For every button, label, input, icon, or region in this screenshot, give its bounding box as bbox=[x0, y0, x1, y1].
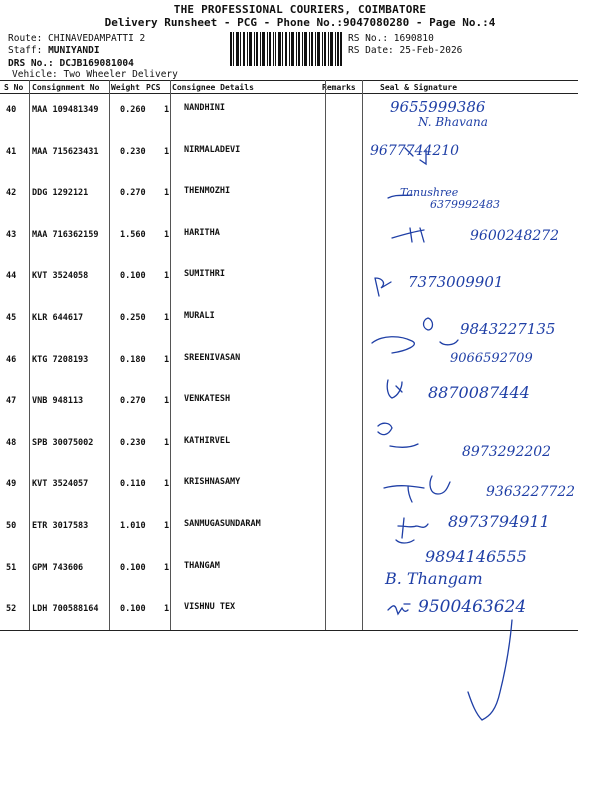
row-pcs: 1 bbox=[164, 271, 170, 281]
row-sno: 43 bbox=[6, 230, 17, 240]
col-seal-signature: Seal & Signature bbox=[380, 83, 458, 92]
col-pcs: PCS bbox=[146, 83, 161, 92]
row-pcs: 1 bbox=[164, 604, 170, 614]
row-consignee: THANGAM bbox=[184, 561, 220, 571]
row-consignment-no: KTG 7208193 bbox=[32, 355, 89, 365]
handwritten-phone: 6379992483 bbox=[430, 198, 500, 211]
row-consignment-no: MAA 109481349 bbox=[32, 105, 99, 115]
row-pcs: 1 bbox=[164, 479, 170, 489]
row-consignee: THENMOZHI bbox=[184, 186, 231, 196]
row-consignment-no: ETR 3017583 bbox=[32, 521, 89, 531]
row-sno: 52 bbox=[6, 604, 17, 614]
col-consignment: Consignment No bbox=[32, 83, 100, 92]
row-pcs: 1 bbox=[164, 396, 170, 406]
company-title: THE PROFESSIONAL COURIERS, COIMBATORE bbox=[173, 3, 427, 16]
handwritten-phone: 9066592709 bbox=[450, 351, 533, 366]
handwritten-phone: 9843227135 bbox=[460, 320, 556, 338]
row-sno: 49 bbox=[6, 479, 17, 489]
row-sno: 44 bbox=[6, 271, 17, 281]
row-consignee: SANMUGASUNDARAM bbox=[184, 519, 261, 529]
handwritten-phone: 8973794911 bbox=[448, 512, 550, 531]
row-weight: 0.100 bbox=[120, 271, 146, 281]
row-consignee: NANDHINI bbox=[184, 103, 225, 113]
rs-date: RS Date: 25-Feb-2026 bbox=[348, 45, 463, 56]
row-weight: 0.250 bbox=[120, 313, 146, 323]
row-sno: 41 bbox=[6, 147, 17, 157]
handwritten-phone: 9655999386 bbox=[390, 98, 486, 116]
row-pcs: 1 bbox=[164, 105, 170, 115]
vehicle-label: Vehicle: Two Wheeler Delivery bbox=[12, 69, 178, 80]
handwritten-name: N. Bhavana bbox=[418, 115, 488, 129]
row-weight: 0.230 bbox=[120, 438, 146, 448]
row-sno: 51 bbox=[6, 563, 17, 573]
row-pcs: 1 bbox=[164, 188, 170, 198]
row-weight: 0.110 bbox=[120, 479, 146, 489]
staff-label: Staff: bbox=[8, 45, 43, 56]
row-weight: 0.270 bbox=[120, 396, 146, 406]
row-consignee: VISHNU TEX bbox=[184, 602, 236, 612]
handwritten-name: Tanushree bbox=[400, 186, 459, 199]
row-pcs: 1 bbox=[164, 438, 170, 448]
row-consignee: VENKATESH bbox=[184, 394, 231, 404]
row-consignment-no: LDH 700588164 bbox=[32, 604, 99, 614]
row-consignee: KATHIRVEL bbox=[184, 436, 231, 446]
row-consignment-no: KVT 3524058 bbox=[32, 271, 89, 281]
row-consignment-no: MAA 715623431 bbox=[32, 147, 99, 157]
table-top-rule bbox=[0, 80, 578, 81]
row-pcs: 1 bbox=[164, 147, 170, 157]
handwritten-phone: 9500463624 bbox=[418, 597, 527, 617]
drs-line bbox=[8, 58, 134, 69]
row-sno: 50 bbox=[6, 521, 17, 531]
handwritten-phone: 8973292202 bbox=[462, 444, 552, 460]
handwritten-phone: 9677744210 bbox=[370, 143, 460, 159]
handwritten-phone: 9894146555 bbox=[425, 547, 527, 566]
row-pcs: 1 bbox=[164, 313, 170, 323]
row-weight: 0.230 bbox=[120, 147, 146, 157]
row-consignment-no: KLR 644617 bbox=[32, 313, 84, 323]
handwritten-phone: 8870087444 bbox=[428, 383, 530, 402]
row-sno: 42 bbox=[6, 188, 17, 198]
route-label: Route: CHINAVEDAMPATTI 2 bbox=[8, 33, 146, 44]
row-consignment-no: KVT 3524057 bbox=[32, 479, 89, 489]
row-sno: 45 bbox=[6, 313, 17, 323]
row-consignment-no: SPB 30075002 bbox=[32, 438, 94, 448]
staff-value: MUNIYANDI bbox=[48, 45, 100, 56]
row-weight: 0.100 bbox=[120, 563, 146, 573]
row-weight: 0.100 bbox=[120, 604, 146, 614]
row-weight: 1.010 bbox=[120, 521, 146, 531]
handwritten-phone: 7373009901 bbox=[408, 273, 504, 291]
handwritten-phone: 9363227722 bbox=[486, 484, 576, 500]
col-consignee: Consignee Details bbox=[172, 83, 254, 92]
row-consignee: KRISHNASAMY bbox=[184, 477, 241, 487]
row-pcs: 1 bbox=[164, 355, 170, 365]
col-remarks: Remarks bbox=[322, 83, 356, 92]
drs-value: DCJB169081004 bbox=[59, 58, 134, 69]
row-consignee: SUMITHRI bbox=[184, 269, 225, 279]
runsheet-subtitle: Delivery Runsheet - PCG - Phone No.:9047080280 - Page No.:4 bbox=[104, 16, 496, 29]
handwritten-name: B. Thangam bbox=[385, 569, 483, 588]
col-divider bbox=[362, 80, 363, 630]
row-sno: 40 bbox=[6, 105, 17, 115]
row-weight: 1.560 bbox=[120, 230, 146, 240]
handwritten-phone: 9600248272 bbox=[470, 228, 560, 244]
row-weight: 0.180 bbox=[120, 355, 146, 365]
col-divider bbox=[29, 80, 30, 630]
row-sno: 47 bbox=[6, 396, 17, 406]
row-pcs: 1 bbox=[164, 521, 170, 531]
row-pcs: 1 bbox=[164, 563, 170, 573]
table-bottom-rule bbox=[0, 630, 578, 631]
row-consignee: HARITHA bbox=[184, 228, 220, 238]
col-weight: Weight bbox=[111, 83, 140, 92]
row-consignment-no: MAA 716362159 bbox=[32, 230, 99, 240]
barcode-image bbox=[230, 32, 342, 66]
drs-label: DRS No.: bbox=[8, 58, 54, 69]
col-divider bbox=[109, 80, 110, 630]
table-header-rule bbox=[0, 93, 578, 94]
row-consignee: NIRMALADEVI bbox=[184, 145, 241, 155]
row-consignee: MURALI bbox=[184, 311, 215, 321]
staff-line bbox=[8, 45, 100, 56]
row-pcs: 1 bbox=[164, 230, 170, 240]
col-sno: S No bbox=[4, 83, 24, 92]
row-consignment-no: VNB 948113 bbox=[32, 396, 84, 406]
row-consignment-no: DDG 1292121 bbox=[32, 188, 89, 198]
row-consignment-no: GPM 743606 bbox=[32, 563, 84, 573]
rs-number: RS No.: 1690810 bbox=[348, 33, 434, 44]
row-weight: 0.270 bbox=[120, 188, 146, 198]
row-weight: 0.260 bbox=[120, 105, 146, 115]
row-sno: 48 bbox=[6, 438, 17, 448]
col-divider bbox=[170, 80, 171, 630]
row-sno: 46 bbox=[6, 355, 17, 365]
col-divider bbox=[325, 80, 326, 630]
row-consignee: SREENIVASAN bbox=[184, 353, 241, 363]
